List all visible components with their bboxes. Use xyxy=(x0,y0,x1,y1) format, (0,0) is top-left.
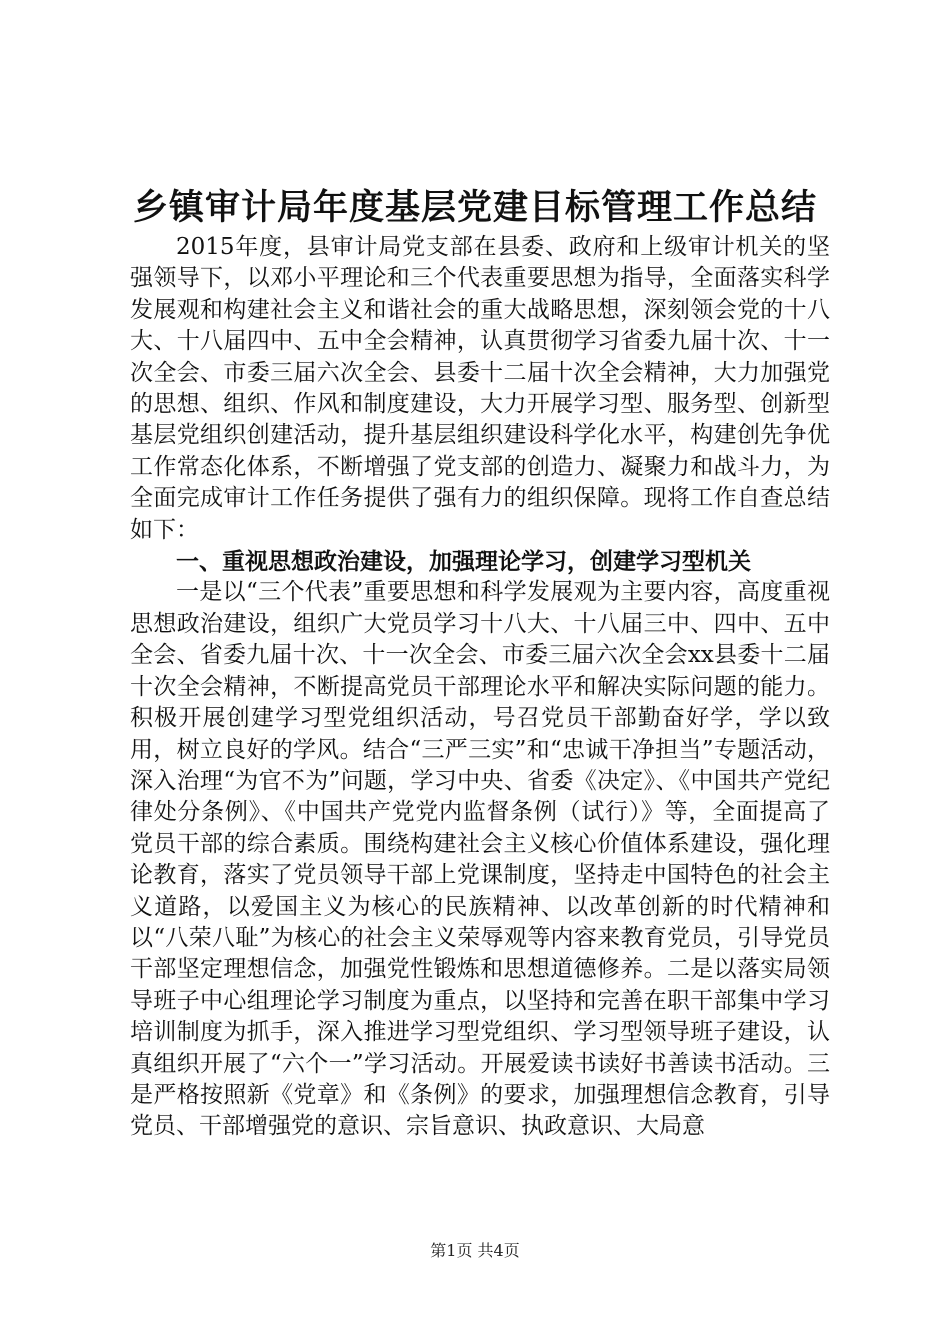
document-title: 乡镇审计局年度基层党建目标管理工作总结 xyxy=(132,187,817,228)
document-body xyxy=(130,232,830,1143)
intro-paragraph: 2015年度，县审计局党支部在县委、政府和上级审计机关的坚强领导下，以邓小平理论和三个代表重要思想为指导，全面落实科学发展观和构建社会主义和谐社会的重大战略思想，深刻领会党的十八大、十八届四中、五中全会精神，认真贯彻学习省委九届十次、十一次全会、市委三届六次全会、县委十二届十次全会精神，大力加强党的思想、组织、作风和制度建设，大力开展学习型、服务型、创新型基层党组织创建活动，提升基层组织建设科学化水平，构建创先争优工作常态化体系，不断增强了党支部的创造力、凝聚力和战斗力，为全面完成审计工作任务提供了强有力的组织保障。现将工作自查总结如下： xyxy=(130,234,830,543)
page-indicator: 第1页 共4页 xyxy=(430,1241,520,1260)
section-heading: 一、重视思想政治建设，加强理论学习，创建学习型机关 xyxy=(176,548,751,576)
section-paragraph: 一是以“三个代表”重要思想和科学发展观为主要内容，高度重视思想政治建设，组织广大党员学习十八大、十八届三中、四中、五中全会、省委九届十次、十一次全会、市委三届六次全会xx县委十二届十次全会精神，不断提高党员干部理论水平和解决实际问题的能力。积极开展创建学习型党组织活动，号召党员干部勤奋好学，学以致用，树立良好的学风。结合“三严三实”和“忠诚干净担当”专题活动，深入治理“为官不为”问题，学习中央、省委《决定》、《中国共产党纪律处分条例》、《中国共产党党内监督条例（试行）》等，全面提高了党员干部的综合素质。围绕构建社会主义核心价值体系建设，强化理论教育，落实了党员领导干部上党课制度，坚持走中国特色的社会主义道路，以爱国主义为核心的民族精神、以改革创新的时代精神和以“八荣八耻”为核心的社会主义荣辱观等内容来教育党员，引导党员干部坚定理想信念，加强党性锻炼和思想道德修养。二是以落实局领导班子中心组理论学习制度为重点，以坚持和完善在职干部集中学习培训制度为抓手，深入推进学习型党组织、学习型领导班子建设，认真组织开展了“六个一”学习活动。开展爱读书读好书善读书活动。三是严格按照新《党章》和《条例》的要求，加强理想信念教育，引导党员、干部增强党的意识、宗旨意识、执政意识、大局意 xyxy=(130,579,830,1140)
